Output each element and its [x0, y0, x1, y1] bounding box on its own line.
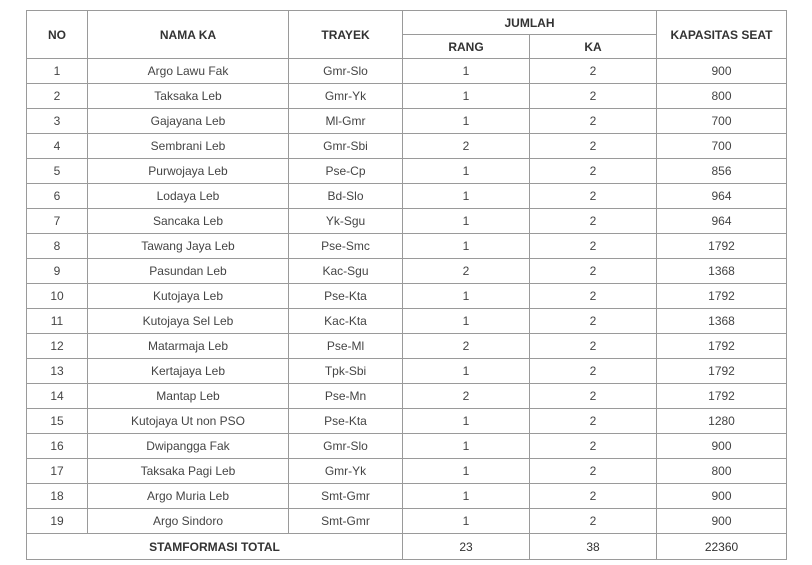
header-trayek: TRAYEK — [289, 11, 403, 59]
cell-kapasitas: 964 — [657, 184, 787, 209]
header-no: NO — [27, 11, 88, 59]
cell-trayek: Pse-Kta — [289, 409, 403, 434]
total-rang: 23 — [403, 534, 530, 560]
cell-ka: 2 — [530, 384, 657, 409]
cell-kapasitas: 1792 — [657, 384, 787, 409]
table-row — [27, 259, 787, 284]
cell-nama-ka: Lodaya Leb — [88, 184, 289, 209]
table-row — [27, 109, 787, 134]
cell-ka: 2 — [530, 234, 657, 259]
table-row — [27, 59, 787, 84]
cell-trayek: Gmr-Slo — [289, 434, 403, 459]
cell-nama-ka: Argo Sindoro — [88, 509, 289, 534]
cell-trayek: Gmr-Yk — [289, 459, 403, 484]
cell-nama-ka: Argo Muria Leb — [88, 484, 289, 509]
cell-no: 8 — [27, 234, 88, 259]
table-row — [27, 359, 787, 384]
cell-ka: 2 — [530, 134, 657, 159]
cell-ka: 2 — [530, 259, 657, 284]
cell-trayek: Smt-Gmr — [289, 509, 403, 534]
cell-rang: 1 — [403, 434, 530, 459]
cell-rang: 1 — [403, 359, 530, 384]
cell-rang: 1 — [403, 309, 530, 334]
total-label: STAMFORMASI TOTAL — [27, 534, 403, 560]
cell-ka: 2 — [530, 184, 657, 209]
cell-kapasitas: 964 — [657, 209, 787, 234]
cell-rang: 1 — [403, 84, 530, 109]
cell-nama-ka: Purwojaya Leb — [88, 159, 289, 184]
cell-rang: 2 — [403, 259, 530, 284]
cell-no: 2 — [27, 84, 88, 109]
cell-no: 9 — [27, 259, 88, 284]
cell-no: 5 — [27, 159, 88, 184]
cell-kapasitas: 1368 — [657, 309, 787, 334]
cell-ka: 2 — [530, 409, 657, 434]
cell-kapasitas: 700 — [657, 109, 787, 134]
cell-nama-ka: Gajayana Leb — [88, 109, 289, 134]
table-row — [27, 409, 787, 434]
cell-no: 7 — [27, 209, 88, 234]
cell-kapasitas: 1368 — [657, 259, 787, 284]
cell-rang: 1 — [403, 184, 530, 209]
total-kapasitas: 22360 — [657, 534, 787, 560]
table-row — [27, 284, 787, 309]
cell-nama-ka: Taksaka Leb — [88, 84, 289, 109]
cell-trayek: Ml-Gmr — [289, 109, 403, 134]
cell-no: 14 — [27, 384, 88, 409]
total-row — [27, 534, 787, 560]
cell-nama-ka: Kutojaya Sel Leb — [88, 309, 289, 334]
cell-kapasitas: 1792 — [657, 284, 787, 309]
table-row — [27, 134, 787, 159]
cell-no: 13 — [27, 359, 88, 384]
table-row — [27, 159, 787, 184]
cell-kapasitas: 900 — [657, 59, 787, 84]
cell-ka: 2 — [530, 309, 657, 334]
header-rang: RANG — [403, 35, 530, 59]
cell-rang: 2 — [403, 134, 530, 159]
cell-trayek: Tpk-Sbi — [289, 359, 403, 384]
table-row — [27, 209, 787, 234]
cell-ka: 2 — [530, 209, 657, 234]
cell-nama-ka: Kutojaya Ut non PSO — [88, 409, 289, 434]
cell-kapasitas: 1792 — [657, 334, 787, 359]
cell-nama-ka: Pasundan Leb — [88, 259, 289, 284]
cell-rang: 1 — [403, 484, 530, 509]
cell-rang: 1 — [403, 459, 530, 484]
cell-no: 16 — [27, 434, 88, 459]
cell-trayek: Kac-Kta — [289, 309, 403, 334]
cell-kapasitas: 900 — [657, 484, 787, 509]
cell-trayek: Gmr-Sbi — [289, 134, 403, 159]
table-row — [27, 334, 787, 359]
cell-ka: 2 — [530, 334, 657, 359]
cell-ka: 2 — [530, 59, 657, 84]
cell-no: 10 — [27, 284, 88, 309]
cell-ka: 2 — [530, 434, 657, 459]
cell-trayek: Gmr-Slo — [289, 59, 403, 84]
cell-rang: 2 — [403, 384, 530, 409]
cell-ka: 2 — [530, 359, 657, 384]
cell-trayek: Pse-Mn — [289, 384, 403, 409]
cell-nama-ka: Kutojaya Leb — [88, 284, 289, 309]
cell-trayek: Smt-Gmr — [289, 484, 403, 509]
cell-rang: 1 — [403, 409, 530, 434]
total-ka: 38 — [530, 534, 657, 560]
cell-kapasitas: 1792 — [657, 234, 787, 259]
cell-ka: 2 — [530, 484, 657, 509]
table-row — [27, 84, 787, 109]
cell-kapasitas: 800 — [657, 459, 787, 484]
cell-no: 15 — [27, 409, 88, 434]
cell-nama-ka: Sembrani Leb — [88, 134, 289, 159]
cell-ka: 2 — [530, 109, 657, 134]
cell-ka: 2 — [530, 509, 657, 534]
cell-no: 19 — [27, 509, 88, 534]
table-row — [27, 509, 787, 534]
header-jumlah: JUMLAH — [403, 11, 657, 35]
cell-nama-ka: Sancaka Leb — [88, 209, 289, 234]
cell-no: 1 — [27, 59, 88, 84]
cell-nama-ka: Tawang Jaya Leb — [88, 234, 289, 259]
cell-nama-ka: Argo Lawu Fak — [88, 59, 289, 84]
stamformasi-table — [26, 10, 787, 560]
cell-ka: 2 — [530, 159, 657, 184]
table-row — [27, 459, 787, 484]
header-kapasitas-seat: KAPASITAS SEAT — [657, 11, 787, 59]
cell-no: 18 — [27, 484, 88, 509]
cell-no: 3 — [27, 109, 88, 134]
cell-no: 11 — [27, 309, 88, 334]
table-row — [27, 184, 787, 209]
cell-ka: 2 — [530, 84, 657, 109]
cell-trayek: Pse-Kta — [289, 284, 403, 309]
cell-no: 12 — [27, 334, 88, 359]
cell-ka: 2 — [530, 284, 657, 309]
table-row — [27, 309, 787, 334]
cell-nama-ka: Mantap Leb — [88, 384, 289, 409]
table-body — [27, 59, 787, 534]
cell-rang: 1 — [403, 234, 530, 259]
cell-trayek: Gmr-Yk — [289, 84, 403, 109]
cell-rang: 1 — [403, 209, 530, 234]
cell-no: 17 — [27, 459, 88, 484]
cell-kapasitas: 800 — [657, 84, 787, 109]
cell-rang: 1 — [403, 509, 530, 534]
cell-kapasitas: 856 — [657, 159, 787, 184]
cell-trayek: Bd-Slo — [289, 184, 403, 209]
cell-rang: 1 — [403, 284, 530, 309]
cell-no: 6 — [27, 184, 88, 209]
cell-kapasitas: 1792 — [657, 359, 787, 384]
cell-kapasitas: 900 — [657, 434, 787, 459]
header-ka: KA — [530, 35, 657, 59]
cell-nama-ka: Taksaka Pagi Leb — [88, 459, 289, 484]
cell-trayek: Pse-Ml — [289, 334, 403, 359]
header-nama-ka: NAMA KA — [88, 11, 289, 59]
cell-no: 4 — [27, 134, 88, 159]
cell-nama-ka: Kertajaya Leb — [88, 359, 289, 384]
cell-kapasitas: 1280 — [657, 409, 787, 434]
cell-rang: 1 — [403, 59, 530, 84]
cell-rang: 1 — [403, 159, 530, 184]
cell-kapasitas: 900 — [657, 509, 787, 534]
cell-trayek: Pse-Smc — [289, 234, 403, 259]
cell-trayek: Yk-Sgu — [289, 209, 403, 234]
table-row — [27, 384, 787, 409]
cell-nama-ka: Dwipangga Fak — [88, 434, 289, 459]
cell-rang: 1 — [403, 109, 530, 134]
cell-ka: 2 — [530, 459, 657, 484]
cell-trayek: Kac-Sgu — [289, 259, 403, 284]
table-row — [27, 234, 787, 259]
table-row — [27, 484, 787, 509]
cell-nama-ka: Matarmaja Leb — [88, 334, 289, 359]
cell-trayek: Pse-Cp — [289, 159, 403, 184]
table-row — [27, 434, 787, 459]
cell-rang: 2 — [403, 334, 530, 359]
cell-kapasitas: 700 — [657, 134, 787, 159]
